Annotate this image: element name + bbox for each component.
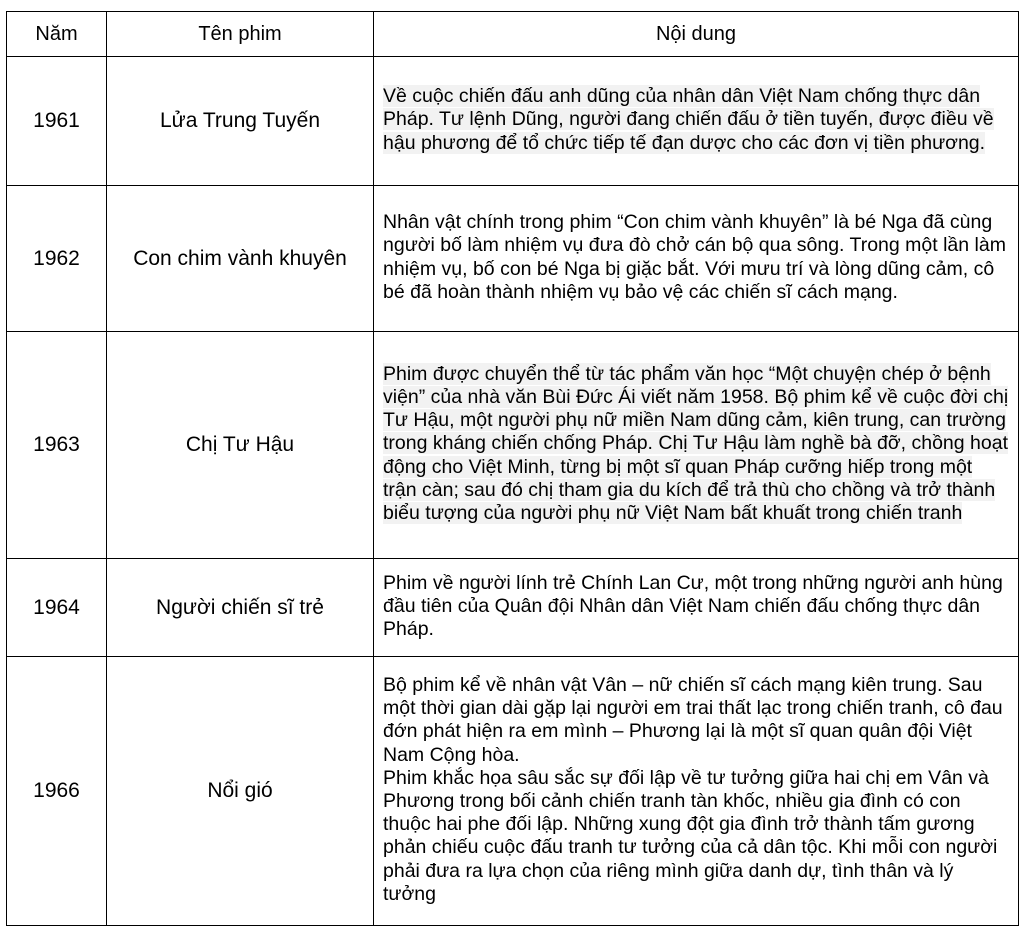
content-paragraph-2: Phim khắc họa sâu sắc sự đối lập về tư tưởng giữa hai chị em Vân và Phương trong bối cảnh chiến tranh tàn khốc, nhiều gia đình có con thuộc hai phe đối lập. Những xung đột gia đình trở thành tấm gương phản chiếu cuộc đấu tranh tư tưởng của cả dân tộc. Khi mỗi con người phải đưa ra lựa chọn của riêng mình giữa danh dự, tình thân và lý tưởng bbox=[383, 766, 998, 905]
content-text: Phim được chuyển thể từ tác phẩm văn học “Một chuyện chép ở bệnh viện” của nhà văn Bùi Đức Ái viết năm 1958. Bộ phim kể về cuộc đời chị Tư Hậu, một người phụ nữ miền Nam dũng cảm, kiên trung, can trường trong kháng chiến chống Pháp. Chị Tư Hậu làm nghề bà đỡ, chồng hoạt động cho Việt Minh, từng bị một sĩ quan Pháp cưỡng hiếp trong một trận càn; sau đó chị tham gia du kích để trả thù cho chồng và trở thành biểu tượng của người phụ nữ Việt Nam bất khuất trong chiến tranh bbox=[383, 362, 1009, 524]
year-cell: 1963 bbox=[7, 332, 107, 559]
year-cell: 1964 bbox=[7, 559, 107, 657]
header-content: Nội dung bbox=[374, 12, 1019, 57]
film-title-cell: Lửa Trung Tuyến bbox=[107, 57, 374, 186]
table-row bbox=[7, 57, 1019, 186]
content-cell bbox=[374, 559, 1019, 657]
year-cell: 1961 bbox=[7, 57, 107, 186]
content-cell bbox=[374, 186, 1019, 332]
content-paragraph-1: Bộ phim kể về nhân vật Vân – nữ chiến sĩ cách mạng kiên trung. Sau một thời gian dài gặp lại người em trai thất lạc trong chiến tranh, cô đau đớn phát hiện ra em mình – Phương lại là một sĩ quan quân đội Việt Nam Cộng hòa. bbox=[383, 673, 1003, 766]
films-table bbox=[6, 11, 1019, 926]
header-title: Tên phim bbox=[107, 12, 374, 57]
content-cell bbox=[374, 657, 1019, 926]
content-cell bbox=[374, 57, 1019, 186]
content-text: Về cuộc chiến đấu anh dũng của nhân dân Việt Nam chống thực dân Pháp. Tư lệnh Dũng, người đang chiến đấu ở tiền tuyến, được điều về hậu phương để tổ chức tiếp tế đạn dược cho các đơn vị tiền phương. bbox=[383, 85, 994, 154]
film-title-cell: Nổi gió bbox=[107, 657, 374, 926]
table-row bbox=[7, 186, 1019, 332]
table-row bbox=[7, 559, 1019, 657]
table-row bbox=[7, 332, 1019, 559]
header-row bbox=[7, 12, 1019, 57]
year-cell: 1962 bbox=[7, 186, 107, 332]
header-year: Năm bbox=[7, 12, 107, 57]
content-text: Nhân vật chính trong phim “Con chim vành khuyên” là bé Nga đã cùng người bố làm nhiệm vụ đưa đò chở cán bộ qua sông. Trong một lần làm nhiệm vụ, bố con bé Nga bị giặc bắt. Với mưu trí và lòng dũng cảm, cô bé đã hoàn thành nhiệm vụ bảo vệ các chiến sĩ cách mạng. bbox=[383, 211, 1006, 303]
table-row bbox=[7, 657, 1019, 926]
film-title-cell: Người chiến sĩ trẻ bbox=[107, 559, 374, 657]
content-cell bbox=[374, 332, 1019, 559]
content-text: Phim về người lính trẻ Chính Lan Cư, một trong những người anh hùng đầu tiên của Quân đội Nhân dân Việt Nam chiến đấu chống thực dân Pháp. bbox=[383, 571, 1003, 641]
film-title-cell: Chị Tư Hậu bbox=[107, 332, 374, 559]
film-title-cell: Con chim vành khuyên bbox=[107, 186, 374, 332]
year-cell: 1966 bbox=[7, 657, 107, 926]
